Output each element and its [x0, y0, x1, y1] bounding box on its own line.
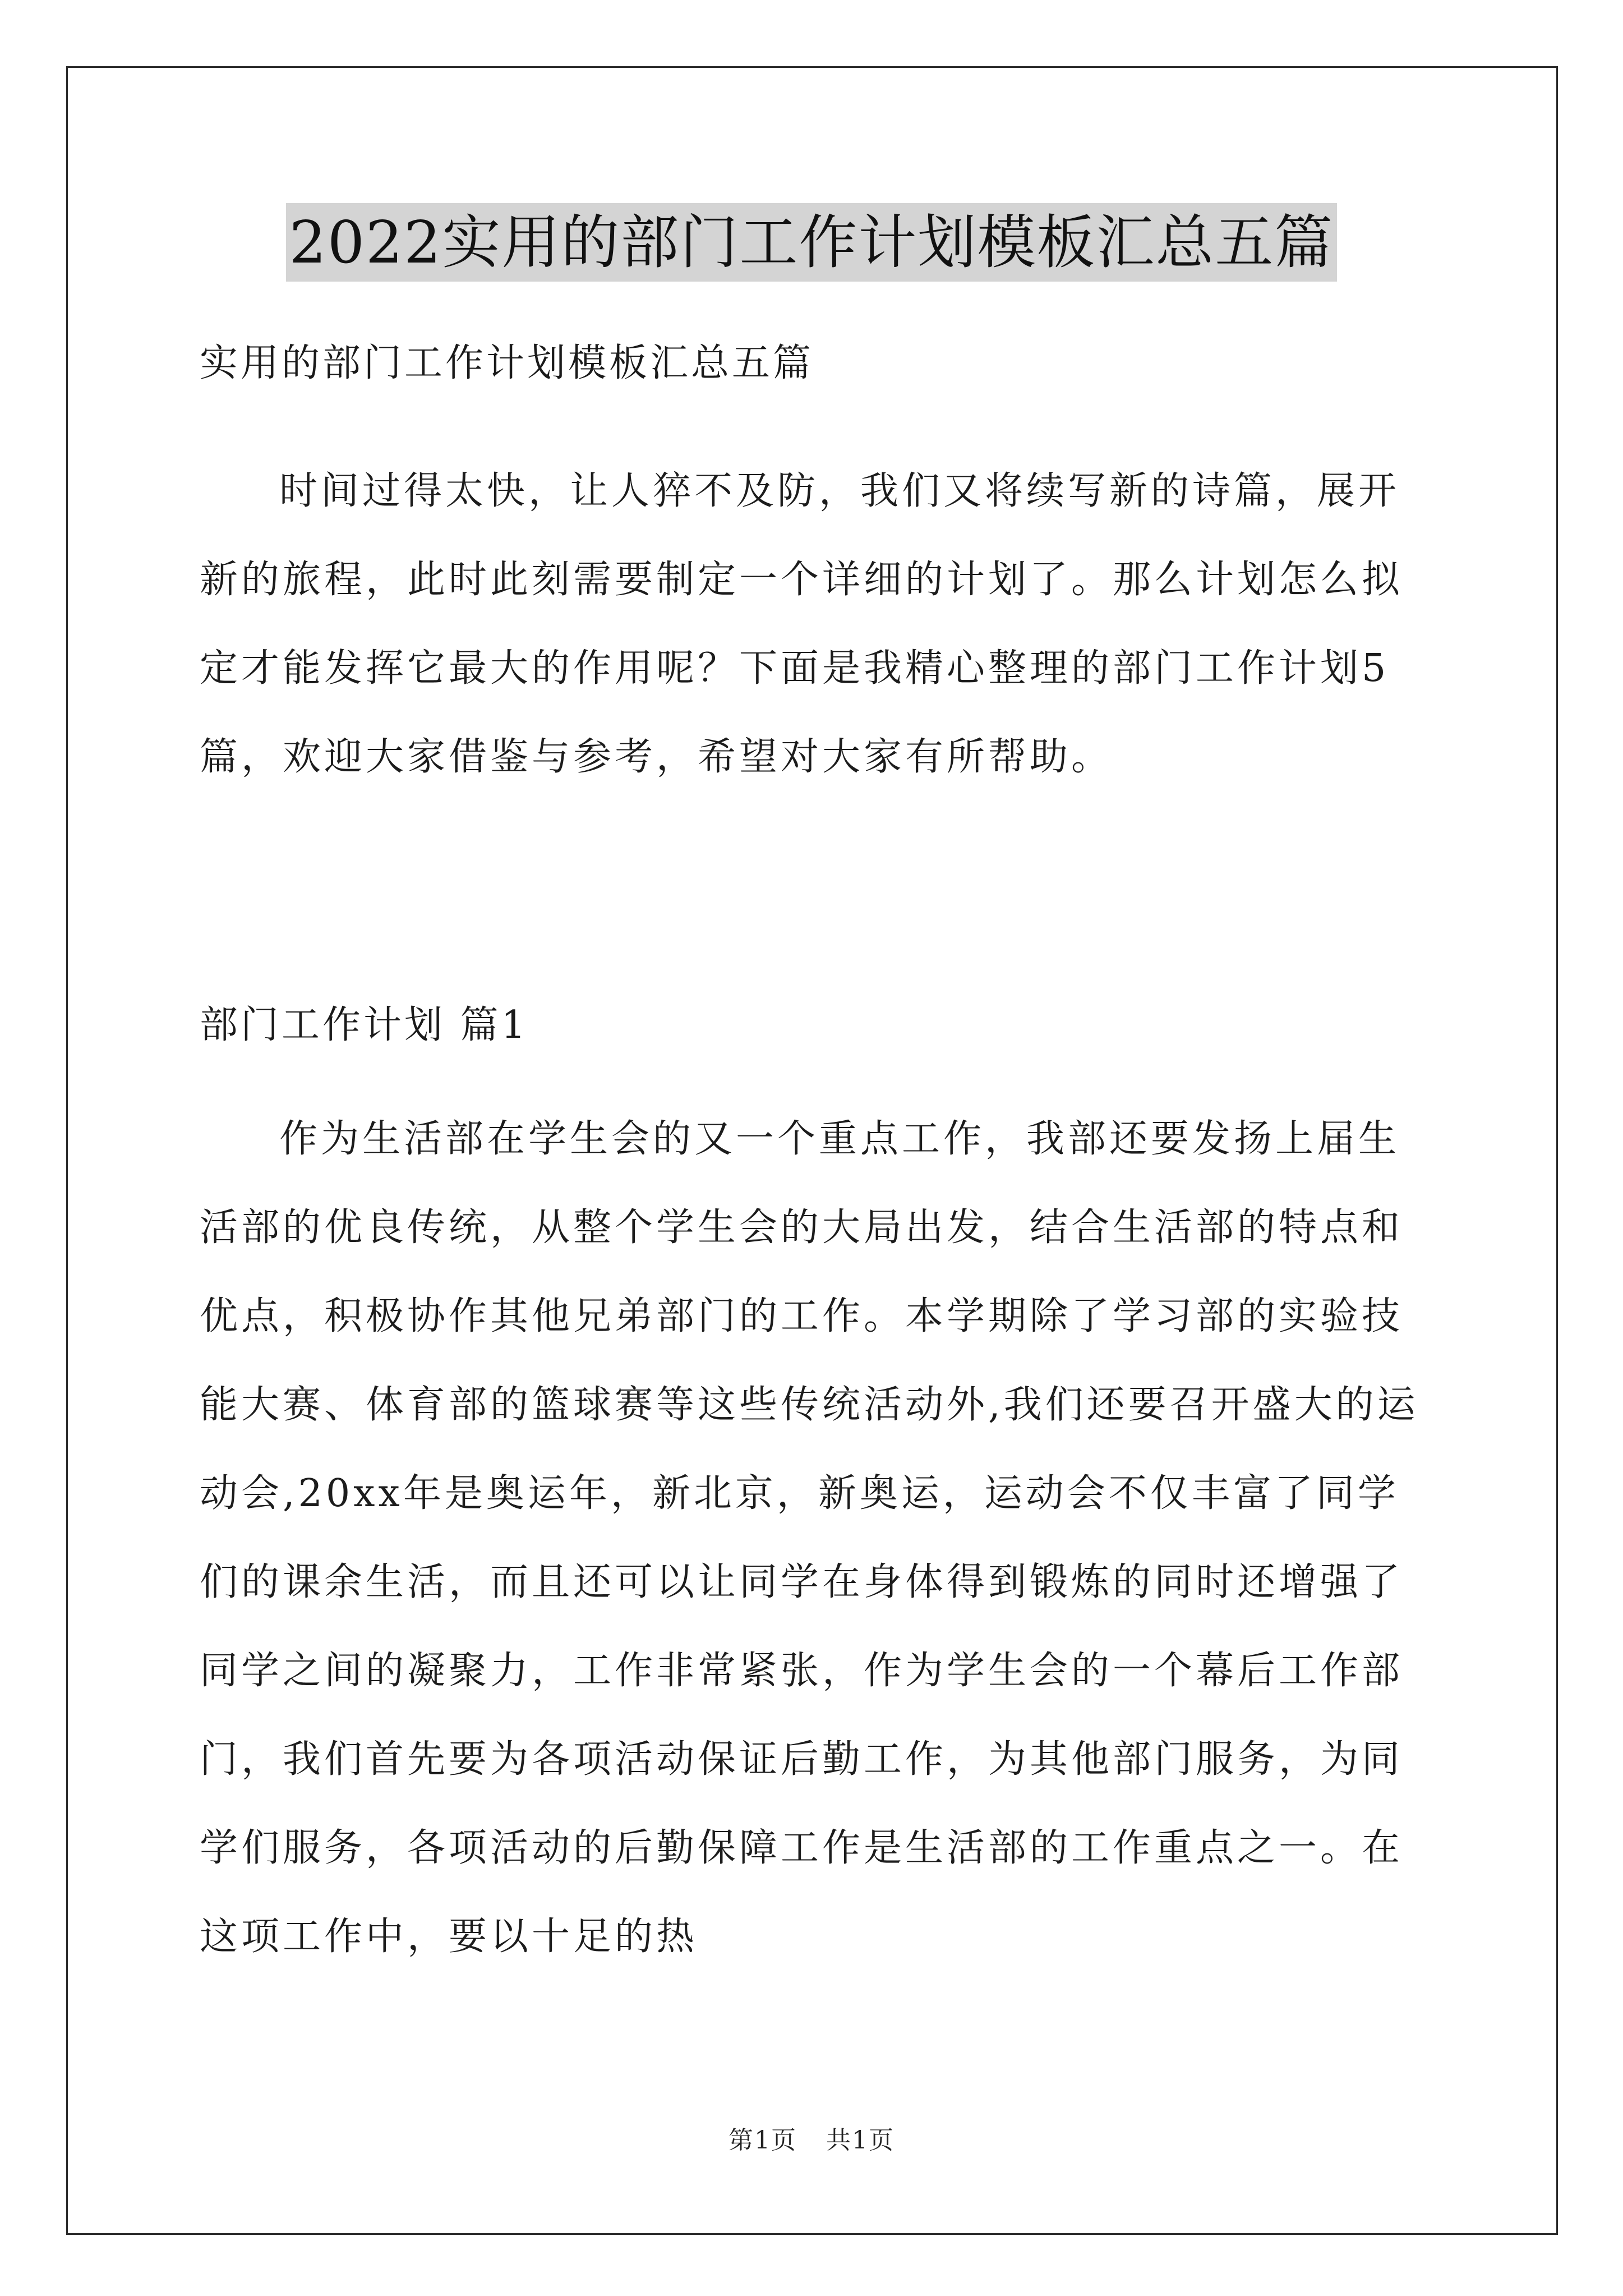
- document-subtitle: 实用的部门工作计划模板汇总五篇: [200, 341, 814, 385]
- document-title: 2022实用的部门工作计划模板汇总五篇: [286, 203, 1338, 282]
- page-footer: [0, 2124, 1623, 2157]
- page-number-current: 第1页: [728, 2126, 797, 2155]
- intro-paragraph: 时间过得太快，让人猝不及防，我们又将续写新的诗篇，展开新的旅程，此时此刻需要制定一个详细的计划了。那么计划怎么拟定才能发挥它最大的作用呢？下面是我精心整理的部门工作计划5篇，欢迎大家借鉴与参考，希望对大家有所帮助。: [200, 469, 1404, 779]
- page-number-total: 共1页: [826, 2126, 895, 2155]
- title-container: [0, 203, 1623, 282]
- section-heading: 部门工作计划 篇1: [200, 1003, 528, 1047]
- section-paragraph: 作为生活部在学生会的又一个重点工作，我部还要发扬上届生活部的优良传统，从整个学生会的大局出发，结合生活部的特点和优点，积极协作其他兄弟部门的工作。本学期除了学习部的实验技能大赛、体育部的篮球赛等这些传统活动外,我们还要召开盛大的运动会,20xx年是奥运年，新北京，新奥运，运动会不仅丰富了同学们的课余生活，而且还可以让同学在身体得到锻炼的同时还增强了同学之间的凝聚力，工作非常紧张，作为学生会的一个幕后工作部门，我们首先要为各项活动保证后勤工作，为其他部门服务，为同学们服务，各项活动的后勤保障工作是生活部的工作重点之一。在这项工作中，要以十足的热: [200, 1117, 1419, 1959]
